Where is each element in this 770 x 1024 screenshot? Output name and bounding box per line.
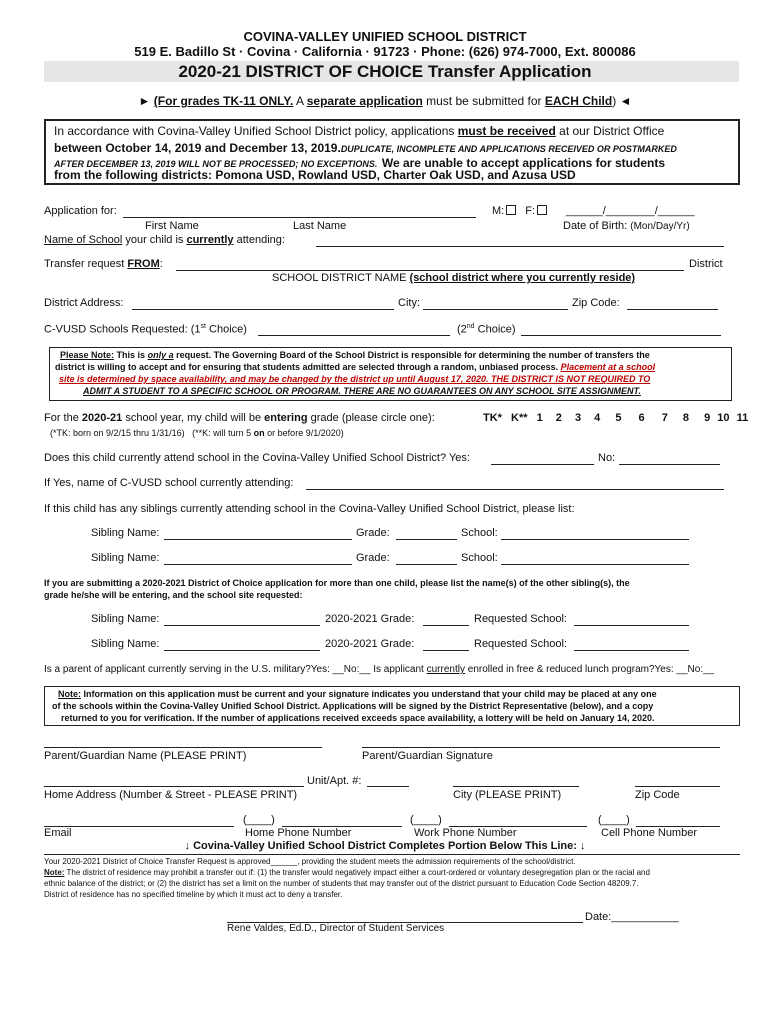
city-address-field[interactable] xyxy=(453,786,579,787)
sibling-2-school-label: School: xyxy=(461,552,498,564)
district-address-field[interactable] xyxy=(132,309,394,310)
grades-note: (For grades TK-11 ONLY. xyxy=(153,94,294,108)
gender-field[interactable]: M: F: xyxy=(492,205,549,217)
email-field[interactable] xyxy=(44,826,234,827)
second-choice-label: (2nd Choice) xyxy=(457,323,516,336)
grade-option[interactable]: TK* xyxy=(483,412,502,424)
unit-field[interactable] xyxy=(367,786,409,787)
sibling-2-name-field[interactable] xyxy=(164,564,352,565)
please-note-line-3: site is determined by space availability, and may be changed by the district up until August 17, 2020. THE DISTRICT IS NOT REQUIRED TO xyxy=(59,374,651,384)
district-section-heading: ↓ Covina-Valley Unified School District Completes Portion Below This Line: ↓ xyxy=(184,840,586,852)
arrow-right-icon: ► xyxy=(138,94,151,108)
grade-option[interactable]: 11 xyxy=(736,412,749,424)
form-subtitle xyxy=(0,94,770,108)
school-district-caption: SCHOOL DISTRICT NAME (school district where you currently reside) xyxy=(272,272,636,284)
zip-caption: Zip Code xyxy=(635,789,680,801)
parent-name-caption: Parent/Guardian Name (PLEASE PRINT) xyxy=(44,750,247,762)
subtitle-end: ) xyxy=(612,94,617,108)
multi-sibling-2-label: Sibling Name: xyxy=(91,638,160,650)
parent-signature-field[interactable] xyxy=(362,747,720,748)
unit-label: Unit/Apt. #: xyxy=(307,775,362,787)
grade-option[interactable]: 4 xyxy=(594,412,601,424)
current-school-label: Name of School your child is currently attending: xyxy=(44,234,285,246)
note-line-3: returned to you for verification. If the number of applications received exceeds space availability, a lottery will be held on January 14, 2020. xyxy=(61,713,655,723)
district-note-line-2: ethnic balance of the district; or (2) the district has set a limit on the number of students that may transfer out of the district pursuant to Education Code Section 48209.7. xyxy=(44,879,639,888)
sibling-2-school-field[interactable] xyxy=(501,564,689,565)
student-name-field[interactable] xyxy=(123,217,476,218)
subtitle-a: A xyxy=(296,94,304,108)
sibling-1-grade-label: Grade: xyxy=(356,527,390,539)
email-caption: Email xyxy=(44,827,72,839)
cell-phone-area[interactable]: (____) xyxy=(598,814,630,826)
subtitle-mid: must be submitted for xyxy=(426,94,542,108)
multi-sibling-2-name-field[interactable] xyxy=(164,650,320,651)
grade-option[interactable]: 6 xyxy=(638,412,645,424)
form-title: 2020-21 DISTRICT OF CHOICE Transfer Application xyxy=(178,62,592,81)
home-address-caption: Home Address (Number & Street - PLEASE PRINT) xyxy=(44,789,298,801)
current-school-field[interactable] xyxy=(316,246,724,247)
cvusd-school-field[interactable] xyxy=(306,489,724,490)
please-note-line-2: district is willing to accept and for ensuring that students admitted are selected through a random, unbiased process. Placement at a school xyxy=(55,362,656,372)
sibling-2-label: Sibling Name: xyxy=(91,552,160,564)
attend-no-field[interactable] xyxy=(619,464,720,465)
siblings-question: If this child has any siblings currently attending school in the Covina-Valley Unified School District, please list: xyxy=(44,503,575,515)
schools-requested-label: C-VUSD Schools Requested: (1st Choice) xyxy=(44,323,247,336)
zip-field[interactable] xyxy=(627,309,718,310)
application-for-label: Application for: xyxy=(44,205,117,217)
multi-sibling-1-name-field[interactable] xyxy=(164,625,320,626)
work-phone-caption: Work Phone Number xyxy=(414,827,517,839)
multi-sibling-1-school-label: Requested School: xyxy=(474,613,567,625)
first-name-caption: First Name xyxy=(145,220,199,232)
approval-line: Your 2020-2021 District of Choice Transfer Request is approved______, providing the student meets the admission requirements of the school/district. xyxy=(44,857,576,866)
transfer-district-field[interactable] xyxy=(176,270,684,271)
checkbox-icon[interactable] xyxy=(537,205,547,215)
multi-sibling-2-school-field[interactable] xyxy=(574,650,689,651)
grade-options xyxy=(483,412,748,424)
work-phone-area[interactable]: (____) xyxy=(410,814,442,826)
home-address-field[interactable] xyxy=(44,786,304,787)
note-line-1: Note: Information on this application must be current and your signature indicates you understand that your child may be placed at any one xyxy=(58,689,657,699)
district-address: 519 E. Badillo St · Covina · California · 91723 · Phone: (626) 974-7000, Ext. 800086 xyxy=(134,44,636,59)
grade-option[interactable]: 9 xyxy=(704,412,711,424)
cell-phone-caption: Cell Phone Number xyxy=(601,827,697,839)
dob-caption: Date of Birth: (Mon/Day/Yr) xyxy=(563,220,690,232)
multi-sibling-1-grade-label: 2020-2021 Grade: xyxy=(325,613,415,625)
home-phone-caption: Home Phone Number xyxy=(245,827,352,839)
grade-option[interactable]: 7 xyxy=(661,412,668,424)
attend-yes-field[interactable] xyxy=(491,464,594,465)
note-line-2: of the schools within the Covina-Valley Unified School District. Applications will be signed by the District Representative (below), and a copy xyxy=(52,701,654,711)
city-field[interactable] xyxy=(423,309,568,310)
city-label: City: xyxy=(398,297,420,309)
grade-option[interactable]: 8 xyxy=(682,412,690,424)
district-note-line-3: District of residence has no specified timeline by which it must act to deny a transfer. xyxy=(44,890,343,899)
city-caption: City (PLEASE PRINT) xyxy=(453,789,562,801)
multi-sibling-2-grade-label: 2020-2021 Grade: xyxy=(325,638,415,650)
multi-sibling-2-grade-field[interactable] xyxy=(423,650,469,651)
dob-field[interactable]: ______/________/______ xyxy=(566,205,695,217)
multi-sibling-1-label: Sibling Name: xyxy=(91,613,160,625)
sibling-1-school-field[interactable] xyxy=(501,539,689,540)
first-choice-field[interactable] xyxy=(258,335,450,336)
sibling-1-label: Sibling Name: xyxy=(91,527,160,539)
zip-label: Zip Code: xyxy=(572,297,620,309)
please-note-line-4: ADMIT A STUDENT TO A SPECIFIC SCHOOL OR PROGRAM. THERE ARE NO GUARANTEES ON ANY SCHOOL SITE ASSIGNMENT. xyxy=(83,386,641,396)
if-yes-label: If Yes, name of C-VUSD school currently attending: xyxy=(44,477,294,489)
checkbox-icon[interactable] xyxy=(506,205,516,215)
attend-no-label: No: xyxy=(598,452,616,464)
multi-sibling-2-school-label: Requested School: xyxy=(474,638,567,650)
separate-application: separate application xyxy=(306,94,423,108)
sibling-2-grade-field[interactable] xyxy=(396,564,457,565)
multi-sibling-1-school-field[interactable] xyxy=(574,625,689,626)
district-caption: District xyxy=(689,258,723,270)
date-field[interactable]: Date:___________ xyxy=(585,911,679,923)
grade-option[interactable]: 5 xyxy=(615,412,622,424)
parent-signature-caption: Parent/Guardian Signature xyxy=(362,750,493,762)
military-lunch-question: Is a parent of applicant currently serving in the U.S. military?Yes: __No:__ Is applicant currently enrolled in free & reduced lunch program?Yes: __No:__ xyxy=(44,664,715,675)
sibling-1-school-label: School: xyxy=(461,527,498,539)
district-address-label: District Address: xyxy=(44,297,124,309)
grade-option[interactable]: K** xyxy=(511,412,528,424)
attend-question: Does this child currently attend school in the Covina-Valley Unified School District? Yes: xyxy=(44,452,470,464)
sibling-1-name-field[interactable] xyxy=(164,539,352,540)
multi-sibling-1-grade-field[interactable] xyxy=(423,625,469,626)
transfer-from-label: Transfer request FROM: xyxy=(44,258,163,270)
notice-line-2: between October 14, 2019 and December 13, 2019.DUPLICATE, INCOMPLETE AND APPLICATIONS RECEIVED OR POSTMARKED xyxy=(54,141,677,155)
sibling-1-grade-field[interactable] xyxy=(396,539,457,540)
notice-line-3: AFTER DECEMBER 13, 2019 WILL NOT BE PROCESSED; NO EXCEPTIONS. We are unable to accept applications for students xyxy=(54,156,666,170)
each-child: EACH Child xyxy=(544,94,613,108)
parent-name-field[interactable] xyxy=(44,747,322,748)
sibling-2-grade-label: Grade: xyxy=(356,552,390,564)
home-phone-area[interactable]: (____) xyxy=(243,814,275,826)
district-name: COVINA-VALLEY UNIFIED SCHOOL DISTRICT xyxy=(243,29,527,44)
notice-line-1: In accordance with Covina-Valley Unified School District policy, applications must be received at our District Office xyxy=(54,124,665,138)
grade-option[interactable]: 3 xyxy=(574,412,582,424)
last-name-caption: Last Name xyxy=(293,220,347,232)
grade-option[interactable]: 10 xyxy=(717,412,730,424)
grade-question: For the 2020-21 school year, my child will be entering grade (please circle one): xyxy=(44,412,435,424)
zip-address-field[interactable] xyxy=(635,786,720,787)
please-note-line-1: Please Note: This is only a request. The Governing Board of the School District is responsible for determining the number of transfers the xyxy=(60,350,650,360)
grade-option[interactable]: 2 xyxy=(555,412,562,424)
multi-child-line-2: grade he/she will be entering, and the school site requested: xyxy=(44,590,303,600)
notice-line-4: from the following districts: Pomona USD, Rowland USD, Charter Oak USD, and Azusa USD xyxy=(54,168,576,182)
district-note-line-1: Note: The district of residence may prohibit a transfer out if: (1) the transfer would negatively impact either a court-ordered or voluntary desegregation plan or the racial and xyxy=(44,868,650,877)
grade-notes: (*TK: born on 9/2/15 thru 1/31/16) (**K: will turn 5 on or before 9/1/2020) xyxy=(50,428,344,438)
director-caption: Rene Valdes, Ed.D., Director of Student Services xyxy=(227,923,445,934)
second-choice-field[interactable] xyxy=(521,335,721,336)
arrow-left-icon: ◄ xyxy=(619,94,632,108)
district-section-divider xyxy=(44,854,740,855)
grade-option[interactable]: 1 xyxy=(536,412,543,424)
multi-child-line-1: If you are submitting a 2020-2021 District of Choice application for more than one child, please list the name(s) of the other sibling(s), the xyxy=(44,578,630,588)
